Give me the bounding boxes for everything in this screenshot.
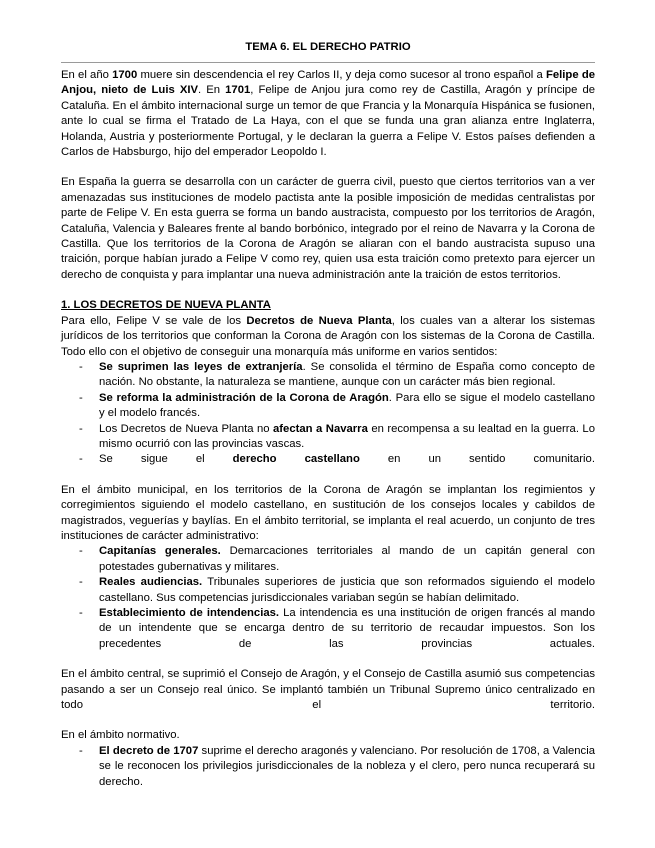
decretos-list — [61, 360, 595, 468]
list-item-text: Los Decretos de Nueva Planta no — [99, 422, 274, 435]
spacer — [61, 283, 595, 298]
list-item-text: Demarcaciones territoriales al mando de un capitán general con potestades gubernativas y militares. — [99, 545, 595, 573]
list-item-text: en recompensa a su lealtad en la guerra. Lo mismo ocurrió con las provincias vascas. — [99, 422, 595, 450]
list-item-text: . Para ello se sigue el modelo castellano y el modelo francés. — [99, 391, 595, 420]
list-item-bold: derecho castellano — [232, 453, 360, 466]
list-item-text: . Se consolida el término de España como concepto de nación. No obstante, la naturaleza se mantiene, aunque con un carácter más bien regional. — [99, 360, 595, 389]
list-item-bold: Capitanías generales. — [99, 545, 221, 558]
title-divider — [61, 62, 595, 63]
paragraph-central: En el ámbito central, se suprimió el Consejo de Aragón, y el Consejo de Castilla asumió sus competencias pasando a ser un Consejo real único. Se implantó también un Tribunal Supremo único centralizado en todo el territorio. — [61, 668, 595, 712]
document-title: TEMA 6. EL DERECHO PATRIO — [245, 41, 411, 53]
text-run: . En — [198, 84, 226, 97]
list-item-bold: Reales audiencias. — [99, 576, 203, 589]
list-item — [99, 606, 595, 652]
bold-year-1700: 1700 — [112, 69, 138, 81]
list-item — [99, 360, 595, 391]
section-heading-decretos: 1. LOS DECRETOS DE NUEVA PLANTA — [61, 299, 271, 312]
list-item-bold: Se suprimen las leyes de extranjería — [99, 360, 303, 373]
institutions-list — [61, 544, 595, 652]
list-item-text: Se sigue el — [99, 453, 233, 466]
spacer — [61, 713, 595, 728]
paragraph-civil-war: En España la guerra se desarrolla con un carácter de guerra civil, puesto que ciertos territorios van a ver amenazadas sus instituciones de modelo pactista ante la posible imposición de medidas centralistas por parte de Felipe V. En esta guerra se forma un bando austracista, compuesto por los territorios de Aragón, Cataluña, Valencia y Baleares frente al bando borbónico, integrado por el reino de Navarra y la Corona de Castilla. Que los territorios de la Corona de Aragón se aliaran con el bando austracista supuso una traición, porque habían jurado a Felipe V como rey, quien usa esta traición como pretexto para ejercer un derecho de conquista y para implantar una nueva administración ante la traición de estos territorios. — [61, 176, 595, 281]
list-item — [99, 452, 595, 467]
paragraph-decretos-intro — [61, 314, 595, 360]
text-run: En el año — [61, 69, 113, 81]
paragraph-normativo: En el ámbito normativo. — [61, 729, 180, 742]
text-run: Para ello, Felipe V se vale de los — [61, 314, 247, 327]
text-run: , Felipe de Anjou jura como rey de Castilla, Aragón y príncipe de Cataluña. En el ámbito internacional surge un temor de que Francia y la Monarquía Hispánica se fusionen, ante lo cual se firma el Tratado de La Haya, con el que se funda una gran alianza entre Inglaterra, Holanda, Austria y posteriormente Portugal, y le declaran la guerra a Felipe V. Estos países defienden a Carlos de Habsburgo, hijo del emperador Leopoldo I. — [61, 84, 596, 159]
list-item — [99, 575, 595, 606]
spacer — [61, 468, 595, 483]
list-item — [99, 744, 595, 790]
spacer — [61, 160, 595, 175]
list-item-bold: Establecimiento de intendencias. — [99, 607, 280, 619]
list-item — [99, 422, 595, 453]
list-item-text: Tribunales superiores de justicia que son reformados siguiendo el modelo castellano. Sus competencias jurisdiccionales variaban según se habían delimitado. — [99, 576, 595, 604]
paragraph-succession — [61, 68, 595, 160]
text-run: muere sin descendencia el rey Carlos II, y deja como sucesor al trono español a — [137, 69, 546, 81]
list-item — [99, 544, 595, 575]
list-item-bold: Se reforma la administración de la Corona de Aragón — [99, 391, 389, 404]
spacer — [61, 652, 595, 667]
list-item-text: La intendencia es una institución de origen francés al mando de un intendente que se encarga dentro de su territorio de recaudar impuestos. Son los precedentes de las provincias actuales. — [99, 607, 595, 650]
bold-decretos-nueva-planta: Decretos de Nueva Planta — [246, 314, 392, 327]
list-item-text: suprime el derecho aragonés y valenciano. Por resolución de 1708, a Valencia se le reconocen los privilegios jurisdiccionales de la nobleza y el clero, pero nunca recuperará su derecho. — [99, 744, 595, 788]
list-item-bold: El decreto de 1707 — [99, 744, 199, 757]
list-item — [99, 391, 595, 422]
text-run: , los cuales van a alterar los sistemas jurídicos de los territorios que conforman la Corona de Aragón con los sistemas de la Corona de Castilla. Todo ello con el objetivo de conseguir una monarquía más uniforme en varios sentidos: — [61, 314, 596, 358]
bold-felipe-de-anjou: Felipe de Anjou, nieto de Luis XIV — [61, 69, 596, 97]
list-item-text: en un sentido comunitario. — [359, 453, 595, 466]
list-item-bold: afectan a Navarra — [273, 422, 368, 435]
normativo-list — [61, 744, 595, 790]
paragraph-municipal: En el ámbito municipal, en los territorios de la Corona de Aragón se implantan los regimientos y corregimientos siguiendo el modelo castellano, en sustitución de los consejos locales y cabildos de magistrados, veguerías y baylías. En el ámbito territorial, se implanta el real acuerdo, un conjunto de tres instituciones de carácter administrativo: — [61, 483, 595, 542]
bold-year-1701: 1701 — [225, 84, 251, 97]
